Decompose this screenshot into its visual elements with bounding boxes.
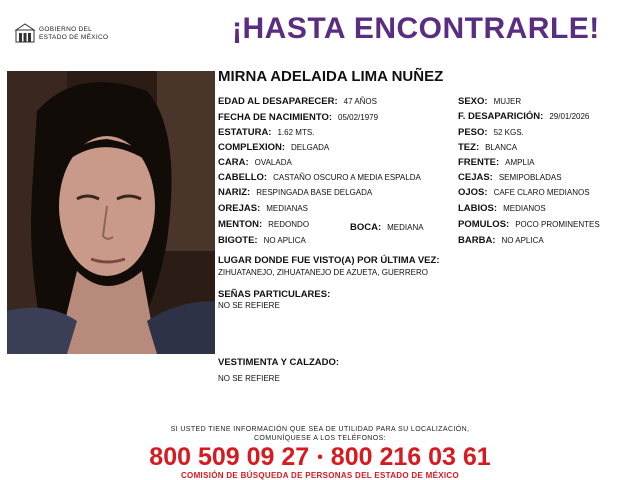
field-value: CAFE CLARO MEDIANOS bbox=[493, 188, 590, 197]
field-label: PESO: bbox=[458, 127, 488, 138]
field-row bbox=[458, 235, 544, 247]
field-value: NO APLICA bbox=[501, 236, 544, 245]
field-value: MUJER bbox=[493, 97, 522, 106]
field-label: POMULOS: bbox=[458, 219, 510, 230]
person-photo-image bbox=[7, 71, 215, 354]
last-seen-label: LUGAR DONDE FUE VISTO(A) POR ÚLTIMA VEZ: bbox=[218, 255, 440, 266]
phone-numbers bbox=[0, 443, 640, 472]
field-label: ESTATURA: bbox=[218, 127, 272, 138]
field-value: 1.62 MTS. bbox=[277, 128, 315, 137]
field-label: NARIZ: bbox=[218, 187, 251, 198]
field-row bbox=[218, 219, 309, 231]
field-value: MEDIANAS bbox=[266, 204, 309, 213]
field-label: OJOS: bbox=[458, 187, 488, 198]
field-row bbox=[458, 142, 517, 154]
field-row bbox=[218, 112, 378, 124]
logo-text-line1: GOBIERNO DEL bbox=[39, 26, 93, 33]
commission-name: COMISIÓN DE BÚSQUEDA DE PERSONAS DEL ESTADO DE MÉXICO bbox=[180, 471, 459, 480]
field-row bbox=[218, 235, 306, 247]
contact-info-line2: COMUNÍQUESE A LOS TELÉFONOS: bbox=[253, 435, 387, 442]
field-value: SEMIPOBLADAS bbox=[498, 173, 562, 182]
field-row bbox=[458, 203, 546, 215]
field-label: CARA: bbox=[218, 157, 249, 168]
field-label: OREJAS: bbox=[218, 203, 261, 214]
phone-number-1[interactable]: 800 509 09 27 bbox=[149, 443, 310, 471]
last-seen-value: ZIHUATANEJO, ZIHUATANEJO DE AZUETA, GUERRERO bbox=[218, 268, 428, 277]
field-label: SEXO: bbox=[458, 96, 488, 107]
state-emblem-icon bbox=[14, 22, 36, 44]
phone-separator: • bbox=[317, 449, 323, 467]
field-value: 29/01/2026 bbox=[549, 112, 590, 121]
field-value: MEDIANA bbox=[387, 223, 424, 232]
field-row bbox=[218, 203, 308, 215]
clothing-value: NO SE REFIERE bbox=[218, 374, 280, 383]
clothing-label: VESTIMENTA Y CALZADO: bbox=[218, 357, 340, 368]
field-row bbox=[458, 96, 521, 108]
government-logo bbox=[14, 22, 124, 46]
field-row bbox=[218, 96, 377, 108]
marks-value: NO SE REFIERE bbox=[218, 301, 280, 310]
field-label: MENTON: bbox=[218, 219, 263, 230]
field-value: BLANCA bbox=[485, 143, 518, 152]
field-label: EDAD AL DESAPARECER: bbox=[218, 96, 338, 107]
field-value: NO APLICA bbox=[263, 236, 306, 245]
field-row bbox=[218, 157, 292, 169]
field-label: BIGOTE: bbox=[218, 235, 258, 246]
field-value: OVALADA bbox=[254, 158, 292, 167]
field-row bbox=[458, 127, 524, 139]
field-label: F. DESAPARICIÓN: bbox=[458, 111, 544, 122]
field-value: 47 AÑOS bbox=[343, 97, 377, 106]
field-label: CABELLO: bbox=[218, 172, 268, 183]
person-name: MIRNA ADELAIDA LIMA NUÑEZ bbox=[218, 68, 444, 85]
field-row bbox=[218, 172, 421, 184]
field-value: MEDIANOS bbox=[503, 204, 546, 213]
field-label: FECHA DE NACIMIENTO: bbox=[218, 112, 332, 123]
field-value: REDONDO bbox=[268, 220, 310, 229]
field-value: 52 KGS. bbox=[493, 128, 524, 137]
field-label: FRENTE: bbox=[458, 157, 500, 168]
field-row-boca bbox=[350, 222, 424, 234]
logo-text-line2: ESTADO DE MÉXICO bbox=[39, 34, 109, 41]
field-label: BOCA: bbox=[350, 222, 382, 233]
field-row bbox=[218, 187, 372, 199]
field-row bbox=[218, 127, 314, 139]
contact-info-line1: SI USTED TIENE INFORMACIÓN QUE SEA DE UTILIDAD PARA SU LOCALIZACIÓN, bbox=[170, 426, 470, 433]
field-label: BARBA: bbox=[458, 235, 496, 246]
phone-number-2[interactable]: 800 216 03 61 bbox=[330, 443, 491, 471]
field-label: LABIOS: bbox=[458, 203, 498, 214]
field-row bbox=[458, 187, 590, 199]
field-value: AMPLIA bbox=[505, 158, 535, 167]
field-row bbox=[458, 219, 600, 231]
field-label: COMPLEXION: bbox=[218, 142, 286, 153]
person-photo bbox=[7, 71, 215, 354]
field-row bbox=[458, 172, 562, 184]
field-value: DELGADA bbox=[291, 143, 330, 152]
field-value: RESPINGADA BASE DELGADA bbox=[256, 188, 373, 197]
field-value: CASTAÑO OSCURO A MEDIA ESPALDA bbox=[273, 173, 421, 182]
field-row bbox=[458, 111, 589, 123]
field-label: CEJAS: bbox=[458, 172, 493, 183]
field-row bbox=[458, 157, 535, 169]
field-label: TEZ: bbox=[458, 142, 480, 153]
field-value: 05/02/1979 bbox=[338, 113, 379, 122]
headline: ¡HASTA ENCONTRARLE! bbox=[232, 12, 600, 45]
field-value: POCO PROMINENTES bbox=[515, 220, 600, 229]
field-row bbox=[218, 142, 329, 154]
marks-label: SEÑAS PARTICULARES: bbox=[218, 289, 331, 300]
